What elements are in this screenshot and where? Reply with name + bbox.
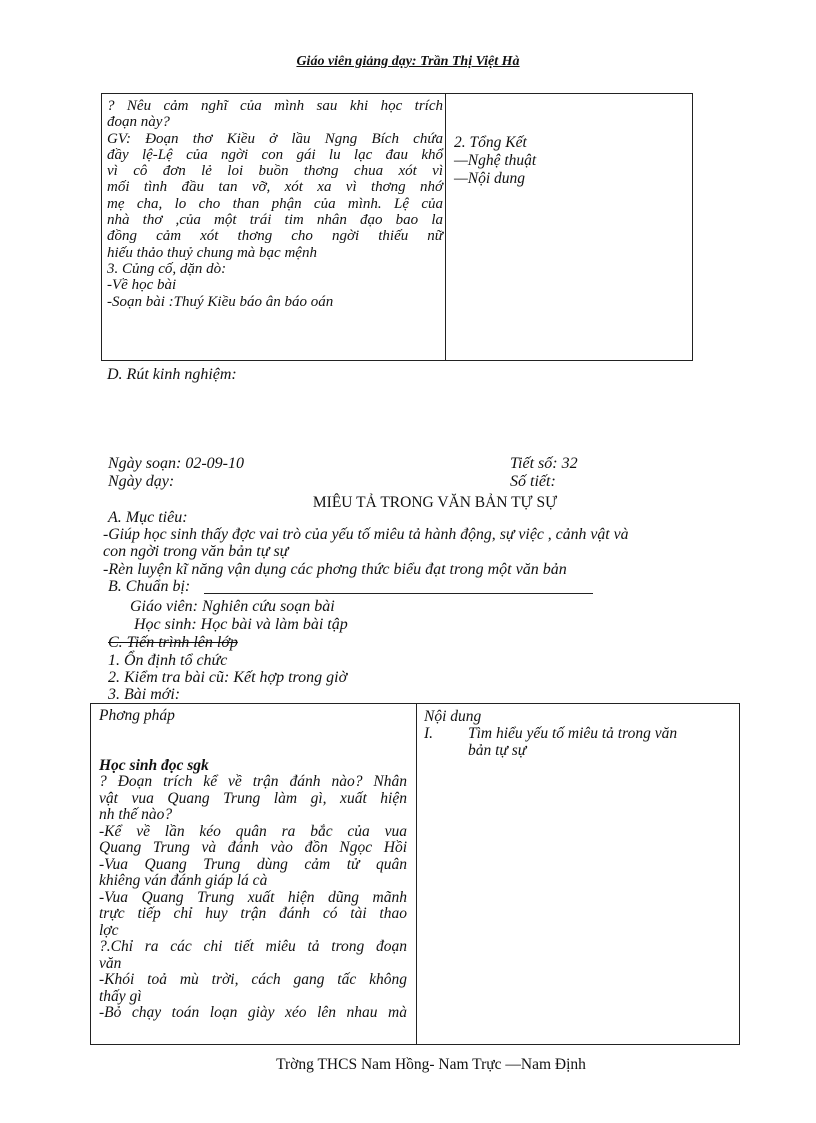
text-line: ? Đoạn trích kể về trận đánh nào? Nhân [99, 773, 407, 790]
text-line: -Kể về lần kéo quân ra bắc của vua [99, 822, 407, 840]
text-line: nhà thơ ,của một trái tim nhân đạo bao la [107, 212, 443, 229]
content-item [424, 725, 734, 759]
noi-dung-column [424, 708, 734, 759]
lesson-title: MIÊU TẢ TRONG VĂN BẢN TỰ SỰ [312, 494, 558, 511]
text-line: —Nội dung [454, 170, 526, 187]
spacer [99, 725, 407, 758]
text-line: thấy gì [99, 987, 142, 1005]
text-line: khiêng ván đánh giáp lá cà [99, 872, 268, 889]
text-line: GV: Đoạn thơ Kiều ở lầu Ngng Bích chứa [107, 130, 443, 147]
text-line: Quang Trung và đánh vào đồn Ngọc Hồi [99, 839, 407, 856]
text-line: —Nghệ thuật [454, 152, 537, 169]
tong-ket-heading: 2. Tổng Kết [454, 134, 527, 151]
text-line: vật vua Quang Trung làm gì, xuất hiện [99, 789, 407, 807]
text-line: vì cô đơn lẻ loi buồn thơng chua xót vì [107, 163, 443, 180]
text-line: hiếu thảo thuỷ chung mà bạc mệnh [107, 244, 317, 261]
table-divider [445, 94, 446, 360]
rut-kinh-nghiem: D. Rút kinh nghiệm: [107, 366, 237, 383]
column-header: Phơng pháp [99, 707, 175, 724]
so-tiet: Số tiết: [510, 473, 556, 490]
text-line: đoạn này? [107, 114, 170, 131]
tiet-so: Tiết số: 32 [510, 455, 578, 472]
section-b: B. Chuẩn bị: [108, 578, 191, 595]
step-item: 3. Bài mới: [108, 686, 181, 703]
text-line: mẹ cha, lo cho than phận của mình. Lệ của [107, 195, 443, 212]
ngay-soan: Ngày soạn: 02-09-10 [108, 455, 244, 472]
giao-vien: Giáo viên: Nghiên cứu soạn bài [130, 598, 335, 615]
underline-rule [204, 593, 593, 594]
text-line: nh thế nào? [99, 806, 173, 823]
page-header: Giáo viên giảng dạy: Trần Thị Việt Hà [296, 54, 520, 69]
section-c: C. Tiến trình lên lớp [108, 634, 238, 651]
column-header: Nội dung [424, 708, 482, 725]
item-text: Tìm hiểu yếu tố miêu tả trong văn [468, 725, 678, 742]
text-line: -Khói toả mù trời, cách gang tấc không [99, 971, 407, 988]
table-divider [416, 704, 417, 1044]
step-item: 2. Kiểm tra bài cũ: Kết hợp trong giờ [108, 669, 348, 686]
section-a: A. Mục tiêu: [108, 509, 188, 526]
text-line: -Bỏ chạy toán loạn giày xéo lên nhau mà [99, 1004, 407, 1021]
page-footer: Trờng THCS Nam Hồng- Nam Trực —Nam Định [276, 1056, 586, 1073]
table-right-cell [454, 134, 690, 188]
muc-tieu-line: con ngời trong văn bản tự sự [103, 543, 289, 560]
text-line: -Về học bài [107, 277, 177, 294]
muc-tieu-line: -Rèn luyện kĩ năng vận dụng các phơng thức biểu đạt trong một văn bản [103, 561, 567, 578]
text-line: -Vua Quang Trung xuất hiện dũng mãnh [99, 888, 407, 906]
subheading: Học sinh đọc sgk [99, 756, 209, 774]
step-item: 1. Ổn định tổ chức [108, 652, 228, 669]
muc-tieu-line: -Giúp học sinh thấy đợc vai trò của yếu tố miêu tả hành động, sự việc , cảnh vật và [103, 526, 629, 543]
table-left-cell [107, 98, 443, 310]
text-line: ? Nêu cảm nghĩ của mình sau khi học trích [107, 98, 443, 114]
hoc-sinh: Học sinh: Học bài và làm bài tập [134, 616, 348, 633]
summary-table [101, 93, 693, 361]
text-line: -Vua Quang Trung dùng cảm tử quân [99, 855, 407, 873]
text-line: lợc [99, 921, 119, 939]
lesson-table [90, 703, 740, 1045]
text-line: đầy lệ-Lệ của ngời con gái lu lạc đau khổ [107, 146, 443, 163]
text-line: trực tiếp chỉ huy trận đánh có tài thao [99, 905, 407, 922]
item-number: I. [424, 725, 434, 742]
item-text: bản tự sự [468, 742, 527, 759]
text-line: mối tình đầu tan vỡ, xót xa vì thơng nhớ [107, 179, 443, 196]
text-line: -Soạn bài :Thuý Kiều báo ân báo oán [107, 293, 334, 310]
ngay-day: Ngày dạy: [108, 473, 175, 490]
phuong-phap-column [99, 708, 407, 1022]
text-line: 3. Củng cố, dặn dò: [107, 260, 227, 277]
text-line: đồng cảm xót thơng cho ngời thiếu nữ [107, 228, 443, 245]
text-line: văn [99, 954, 122, 972]
text-line: ?.Chỉ ra các chi tiết miêu tả trong đoạn [99, 938, 407, 955]
